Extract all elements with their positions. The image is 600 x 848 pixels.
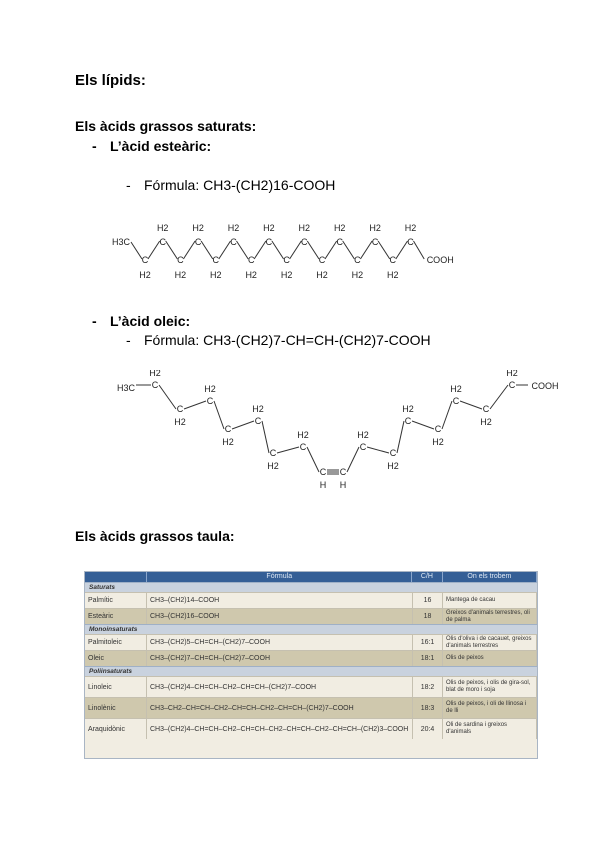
carbon-atom: C <box>389 255 397 265</box>
bond <box>262 421 269 453</box>
group-label: Monoinsaturats <box>85 624 537 634</box>
bond <box>414 241 425 259</box>
table-row <box>85 676 537 697</box>
carboxyl-label: COOH <box>426 255 454 265</box>
bond <box>347 447 359 472</box>
carbon-atom: C <box>407 237 414 247</box>
bond <box>360 241 372 259</box>
hydrogen-label: H2 <box>369 223 381 233</box>
oleic-item <box>92 313 190 329</box>
stearic-structure <box>105 218 465 290</box>
hydrogen-label: H2 <box>204 384 216 394</box>
formula-cell: CH3–CH2–CH=CH–CH2–CH=CH–CH2–CH=CH–(CH2)7–COOH <box>147 698 413 718</box>
acid-name-cell: Oleic <box>85 651 147 666</box>
carbon-atom: C <box>508 380 516 390</box>
source-cell: Mantega de cacau <box>443 593 537 608</box>
bond <box>183 241 195 259</box>
formula-cell: CH3–(CH2)5–CH=CH–(CH2)7–COOH <box>147 635 413 650</box>
acid-name-cell: Linoleic <box>85 677 147 697</box>
source-cell: Olis d'oliva i de cacauet, greixos d'animals terrestres <box>443 635 537 650</box>
hydrogen-label: H2 <box>252 404 264 414</box>
carbon-atom: C <box>230 237 237 247</box>
stearic-formula: Fórmula: CH3-(CH2)16-COOH <box>144 177 336 193</box>
carbon-atom: C <box>176 404 184 414</box>
hydrogen-label: H2 <box>156 223 169 233</box>
hydrogen-label: H2 <box>333 223 346 233</box>
bond <box>184 401 206 409</box>
bond <box>325 241 337 259</box>
header-cell: On els trobem <box>443 572 537 582</box>
hydrogen-label: H2 <box>149 370 161 378</box>
carbon-atom: C <box>299 442 307 452</box>
ratio-cell: 18 <box>413 609 443 624</box>
group-label: Saturats <box>85 582 537 592</box>
acid-name-cell: Araquidònic <box>85 719 147 739</box>
bond <box>490 385 508 409</box>
table-row <box>85 697 537 718</box>
bond <box>396 241 408 259</box>
acid-name-cell: Esteàric <box>85 609 147 624</box>
acid-name-cell: Linolènic <box>85 698 147 718</box>
ratio-cell: 16 <box>413 593 443 608</box>
methyl-label: H3C <box>111 237 131 247</box>
header-cell <box>85 572 147 582</box>
carbon-atom: C <box>159 237 166 247</box>
hydrogen-label: H2 <box>192 223 204 233</box>
hydrogen-label: H2 <box>402 404 414 414</box>
carbon-atom: C <box>371 237 379 247</box>
carbon-atom: C <box>206 396 214 406</box>
oleic-formula-item <box>126 332 431 348</box>
hydrogen-label: H2 <box>404 223 417 233</box>
carbon-atom: C <box>452 396 460 406</box>
formula-cell: CH3–(CH2)4–CH=CH–CH2–CH=CH–(CH2)7–COOH <box>147 677 413 697</box>
formula-cell: CH3–(CH2)7–CH=CH–(CH2)7–COOH <box>147 651 413 666</box>
bond <box>159 385 176 409</box>
hydrogen-label: H <box>339 480 347 490</box>
formula-cell: CH3–(CH2)4–CH=CH–CH2–CH=CH–CH2–CH=CH–CH2–CH=CH–(CH2)3–COOH <box>147 719 413 739</box>
bond <box>148 241 160 259</box>
group-label: Poliinsaturats <box>85 666 537 676</box>
bond <box>237 241 249 259</box>
bond <box>397 421 404 453</box>
bond <box>277 447 299 453</box>
hydrogen-label: H2 <box>139 270 151 280</box>
carbon-atom: C <box>151 380 159 390</box>
bond <box>254 241 266 259</box>
bond <box>460 401 482 409</box>
table-heading: Els àcids grassos taula: <box>75 528 235 544</box>
oleic-name: L’àcid oleic: <box>110 313 191 329</box>
bond <box>272 241 284 259</box>
carbon-atom: C <box>336 237 343 247</box>
ratio-cell: 16:1 <box>413 635 443 650</box>
carbon-atom: C <box>404 416 412 426</box>
hydrogen-label: H2 <box>263 223 275 233</box>
table-body <box>85 582 537 739</box>
bond <box>214 401 224 429</box>
bond <box>201 241 213 259</box>
bond <box>378 241 390 259</box>
carbon-atom: C <box>389 448 397 458</box>
carbon-atom: C <box>482 404 490 414</box>
header-cell: C/H <box>412 572 443 582</box>
formula-cell: CH3–(CH2)14–COOH <box>147 593 413 608</box>
table-row <box>85 592 537 608</box>
hydrogen-label: H2 <box>387 270 399 280</box>
carbon-atom: C <box>434 424 442 434</box>
source-cell: Olis de peixos <box>443 651 537 666</box>
bullet-dash: - <box>92 138 97 154</box>
stearic-name: L’àcid esteàric: <box>110 138 212 154</box>
hydrogen-label: H2 <box>174 417 186 427</box>
ratio-cell: 18:1 <box>413 651 443 666</box>
ratio-cell: 18:2 <box>413 677 443 697</box>
carbon-atom: C <box>354 255 361 265</box>
source-cell: Olis de peixos, i oli de llinosa i de lli <box>443 698 537 718</box>
acid-name-cell: Palmític <box>85 593 147 608</box>
bond <box>290 241 302 259</box>
hydrogen-label: H2 <box>210 270 222 280</box>
bond <box>166 241 178 259</box>
hydrogen-label: H2 <box>316 270 328 280</box>
bond <box>412 421 434 429</box>
table-row <box>85 718 537 739</box>
table-row <box>85 608 537 624</box>
hydrogen-label: H2 <box>280 270 293 280</box>
page-title: Els lípids: <box>75 72 146 89</box>
bullet-dash: - <box>126 332 131 348</box>
hydrogen-label: H2 <box>297 430 309 440</box>
hydrogen-label: H2 <box>245 270 257 280</box>
hydrogen-label: H2 <box>480 417 492 427</box>
carbon-atom: C <box>247 255 255 265</box>
bond <box>307 241 319 259</box>
hydrogen-label: H2 <box>267 461 279 471</box>
oleic-formula: Fórmula: CH3-(CH2)7-CH=CH-(CH2)7-COOH <box>144 332 431 348</box>
stearic-item <box>92 138 211 154</box>
carbon-atom: C <box>339 467 347 477</box>
hydrogen-label: H2 <box>506 370 518 378</box>
bond <box>367 447 389 453</box>
hydrogen-label: H2 <box>387 461 399 471</box>
hydrogen-label: H2 <box>174 270 187 280</box>
carbon-atom: C <box>212 255 220 265</box>
bullet-dash: - <box>92 313 97 329</box>
carbon-atom: C <box>318 255 326 265</box>
bond <box>219 241 231 259</box>
bond <box>131 242 142 259</box>
header-cell: Fórmula <box>147 572 412 582</box>
hydrogen-label: H2 <box>227 223 240 233</box>
carbon-atom: C <box>319 467 327 477</box>
source-cell: Olis de peixos, i olis de gira-sol, blat de moro i soja <box>443 677 537 697</box>
table-header <box>85 572 537 582</box>
carbon-atom: C <box>359 442 367 452</box>
hydrogen-label: H2 <box>357 430 369 440</box>
source-cell: Oli de sardina i greixos d'animals <box>443 719 537 739</box>
hydrogen-label: H2 <box>450 384 462 394</box>
carbon-atom: C <box>254 416 262 426</box>
ratio-cell: 18:3 <box>413 698 443 718</box>
oleic-structure <box>110 370 570 490</box>
bond <box>442 401 452 429</box>
hydrogen-label: H2 <box>351 270 364 280</box>
acid-name-cell: Palmitoleic <box>85 635 147 650</box>
saturated-heading: Els àcids grassos saturats: <box>75 118 257 134</box>
table-row <box>85 650 537 666</box>
ratio-cell: 20:4 <box>413 719 443 739</box>
methyl-label: H3C <box>116 383 136 393</box>
table-row <box>85 634 537 650</box>
carbon-atom: C <box>224 424 232 434</box>
source-cell: Greixos d'animals terrestres, oli de palma <box>443 609 537 624</box>
carbon-atom: C <box>301 237 308 247</box>
carbon-atom: C <box>194 237 202 247</box>
bond <box>343 241 355 259</box>
carbon-atom: C <box>283 255 290 265</box>
carboxyl-label: COOH <box>531 381 559 391</box>
stearic-formula-item <box>126 177 335 193</box>
bullet-dash: - <box>126 177 131 193</box>
formula-cell: CH3–(CH2)16–COOH <box>147 609 413 624</box>
carbon-atom: C <box>265 237 273 247</box>
hydrogen-label: H2 <box>432 437 444 447</box>
fatty-acids-table <box>84 571 538 759</box>
bond <box>232 421 254 429</box>
hydrogen-label: H2 <box>222 437 234 447</box>
carbon-atom: C <box>141 255 149 265</box>
carbon-atom: C <box>269 448 277 458</box>
hydrogen-label: H2 <box>298 223 311 233</box>
bond <box>307 447 319 472</box>
hydrogen-label: H <box>319 480 327 490</box>
carbon-atom: C <box>177 255 184 265</box>
